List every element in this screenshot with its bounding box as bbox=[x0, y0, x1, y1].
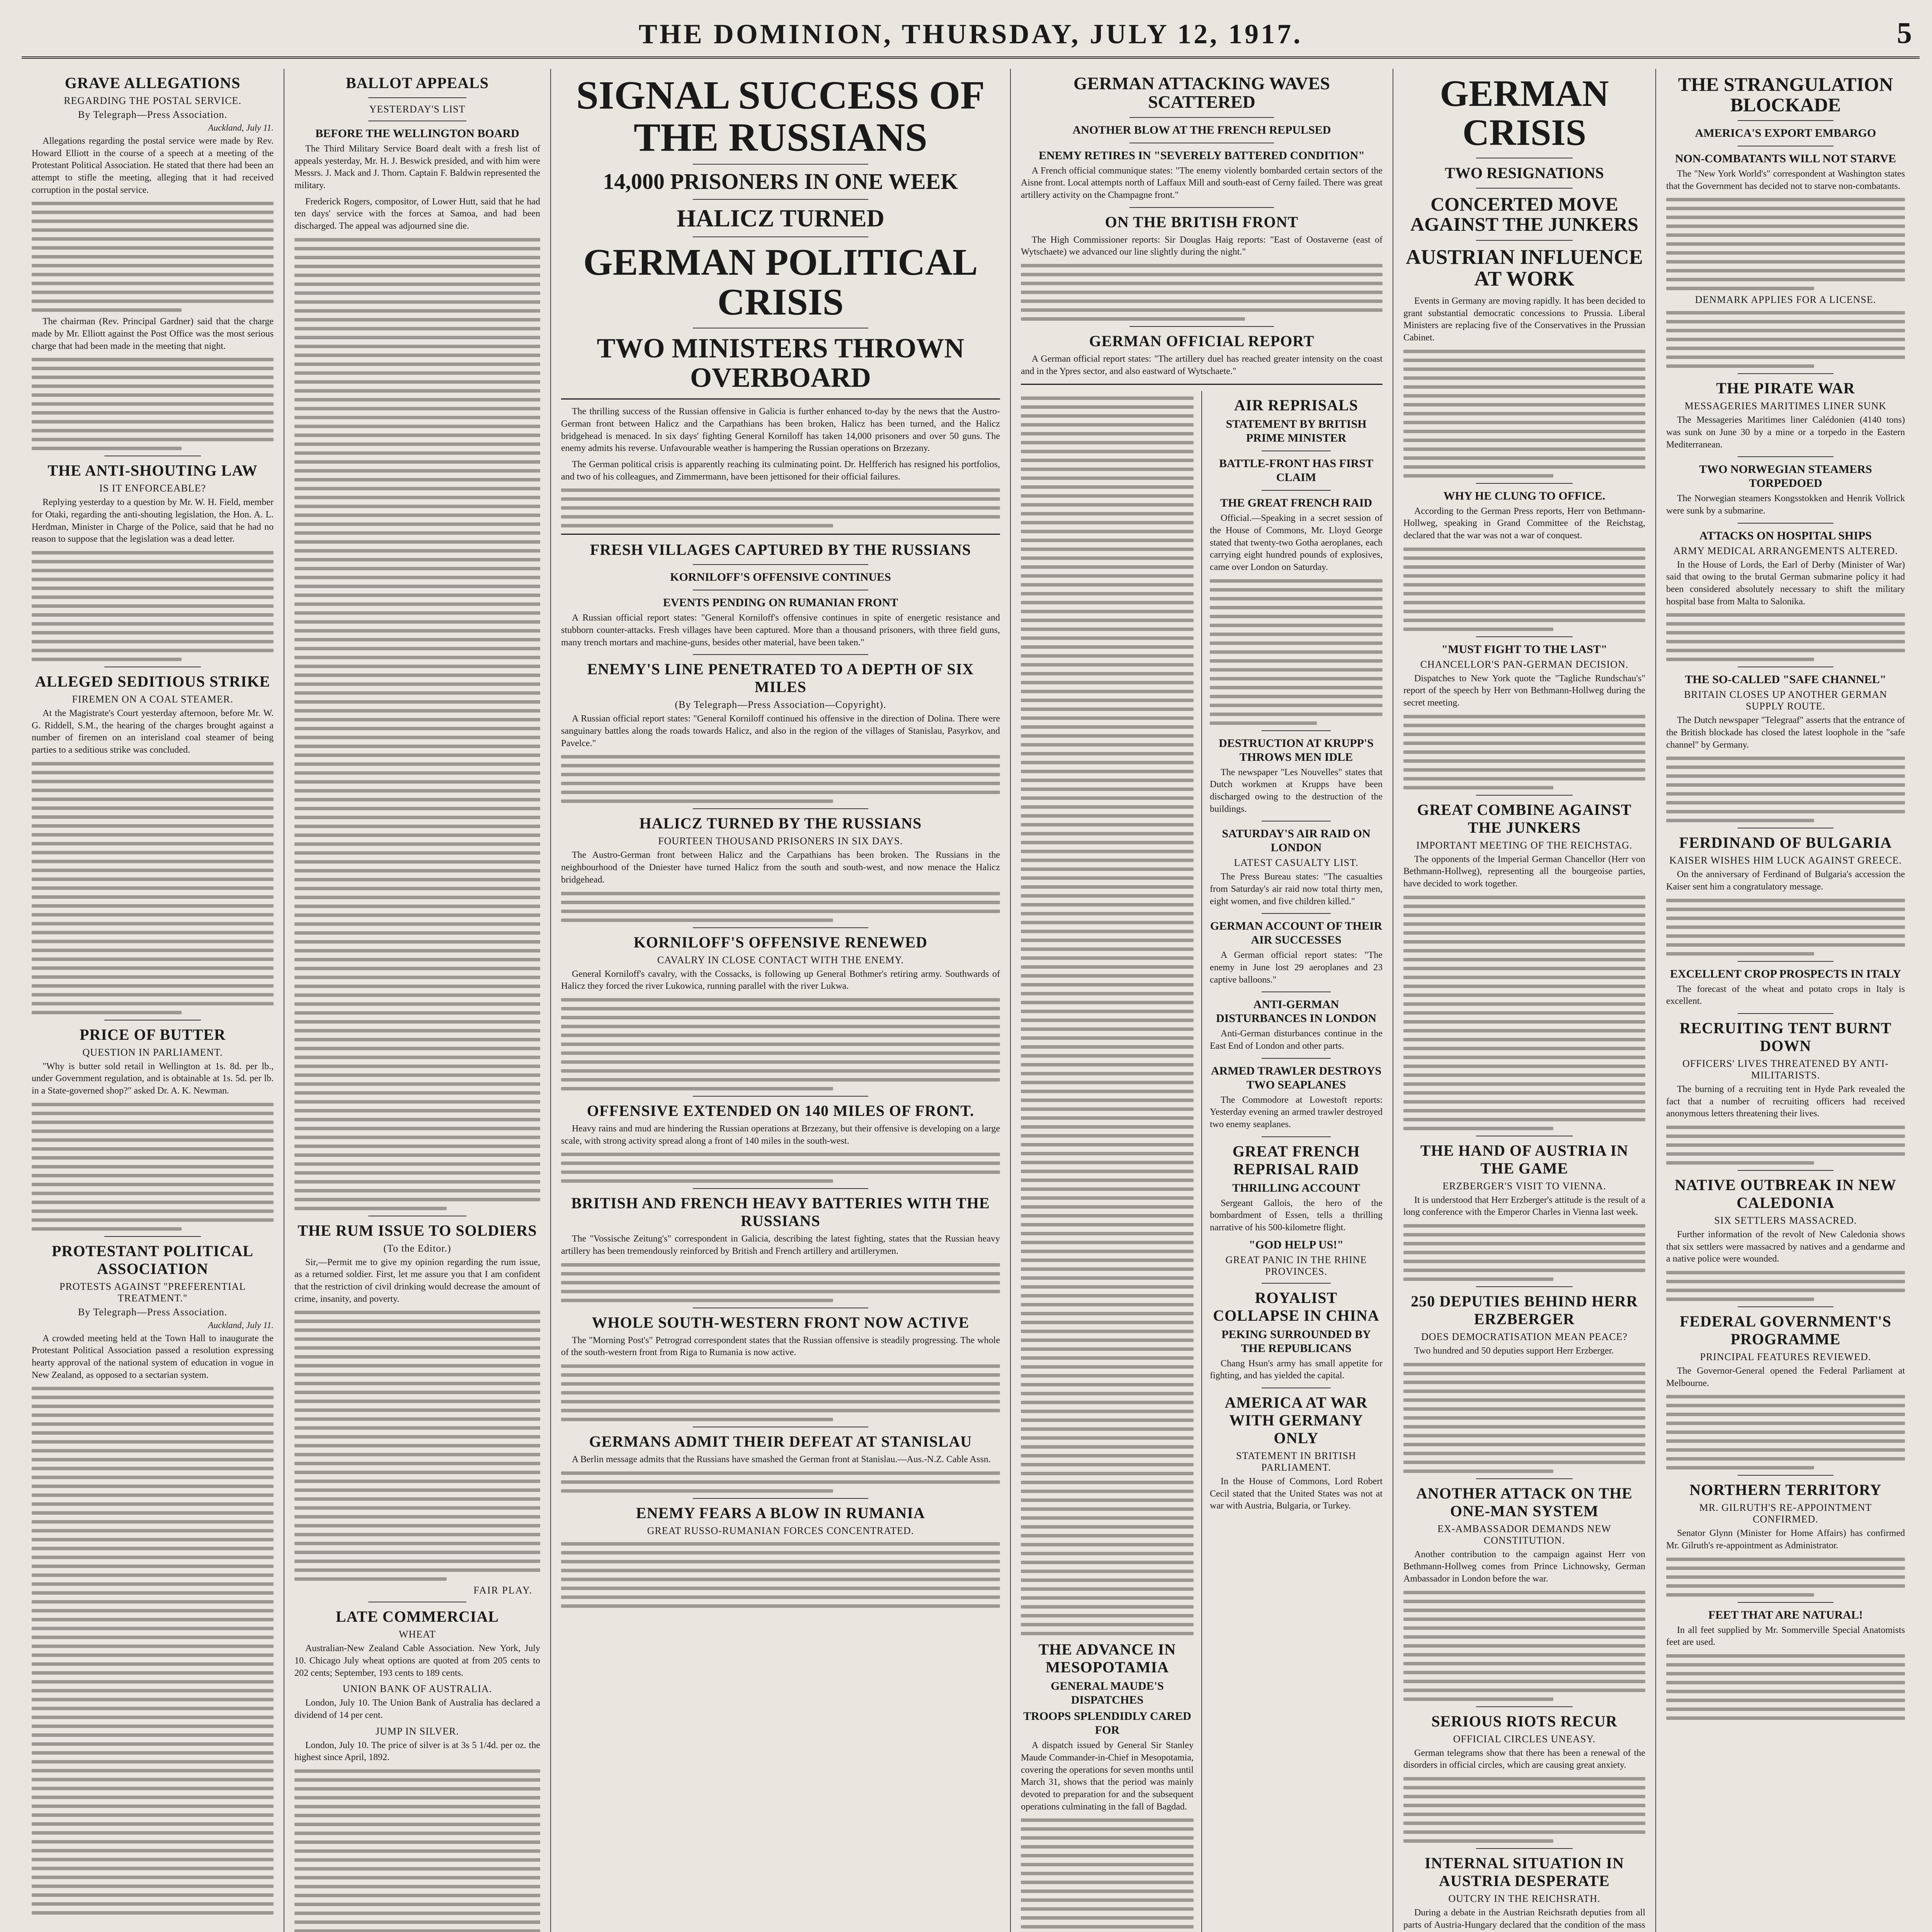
article-body: It is understood that Herr Erzberger's attitude is the result of a long conference with the Emperor Charles in Vienna last week. bbox=[1403, 1195, 1645, 1218]
page-number: 5 bbox=[1897, 16, 1912, 49]
article-subheading: THRILLING ACCOUNT bbox=[1232, 1181, 1360, 1194]
article-body: A German official report states: "The enemy in June lost 29 aeroplanes and 23 captive balloons." bbox=[1210, 950, 1383, 985]
section-subheadline: AUSTRIAN INFLUENCE AT WORK bbox=[1406, 245, 1643, 291]
article-subheading: ANOTHER BLOW AT THE FRENCH REPULSED bbox=[1072, 123, 1331, 136]
article-subheading: TROOPS SPLENDIDLY CARED FOR bbox=[1023, 1710, 1191, 1737]
column-1 bbox=[22, 69, 284, 1932]
article-heading: THE ADVANCE IN MESOPOTAMIA bbox=[1038, 1641, 1176, 1676]
article-text-block bbox=[1666, 757, 1905, 822]
article-body: Sir,—Permit me to give my opinion regarding the rum issue, as a returned soldier. First, let me assure you that I am confident that the restriction of civil drinking would decrease the amount of crime, insanity, and poverty. bbox=[294, 1257, 540, 1304]
article-text-block bbox=[32, 551, 274, 661]
article-subheading: PRINCIPAL FEATURES REVIEWED. bbox=[1700, 1351, 1871, 1363]
article-heading: ROYALIST COLLAPSE IN CHINA bbox=[1213, 1289, 1379, 1324]
article-heading: OFFENSIVE EXTENDED ON 140 MILES OF FRONT. bbox=[587, 1102, 975, 1119]
article-subheading: REGARDING THE POSTAL SERVICE. bbox=[64, 95, 242, 106]
article-body: The Governor-General opened the Federal Parliament at Melbourne. bbox=[1666, 1366, 1905, 1388]
article-subheading: IS IT ENFORCEABLE? bbox=[99, 483, 206, 494]
article-text-block bbox=[294, 1769, 540, 1932]
section-headline: THE STRANGULATION BLOCKADE bbox=[1678, 73, 1893, 116]
article-subheading: PROTESTS AGAINST "PREFERENTIAL TREATMENT." bbox=[59, 1281, 246, 1304]
article-body: According to the German Press reports, Herr von Bethmann-Hollweg, speaking in Grand Committee of the Reichstag, declared that the war was not a war of conquest. bbox=[1403, 506, 1645, 541]
article-heading: THE PIRATE WAR bbox=[1716, 379, 1855, 397]
article-subheading: GREAT RUSSO-RUMANIAN FORCES CONCENTRATED. bbox=[647, 1525, 914, 1536]
article-subheading: "MUST FIGHT TO THE LAST" bbox=[1441, 643, 1607, 656]
article-text-block bbox=[32, 1103, 274, 1231]
article-heading: KORNILOFF'S OFFENSIVE RENEWED bbox=[633, 933, 928, 951]
article-heading: GERMAN OFFICIAL REPORT bbox=[1089, 332, 1315, 350]
article-body: The burning of a recruiting tent in Hyde Park revealed the fact that a number of recruiting officers had received anonymous letters threatening their lives. bbox=[1666, 1084, 1905, 1119]
article-text-block bbox=[1666, 613, 1905, 661]
article-subheading: CAVALRY IN CLOSE CONTACT WITH THE ENEMY. bbox=[657, 954, 904, 966]
column-3 bbox=[551, 69, 1011, 1932]
article-body: Dispatches to New York quote the "Tagliche Rundschau's" report of the speech by Herr von Bethmann-Hollweg during the secret meeting. bbox=[1403, 673, 1645, 708]
article-subheading: OFFICERS' LIVES THREATENED BY ANTI-MILITARISTS. bbox=[1682, 1058, 1889, 1081]
article-subheading: THE SO-CALLED "SAFE CHANNEL" bbox=[1685, 673, 1886, 686]
article-subheading: ERZBERGER'S VISIT TO VIENNA. bbox=[1442, 1180, 1606, 1192]
article-heading: ALLEGED SEDITIOUS STRIKE bbox=[35, 673, 270, 690]
article-subheading: THE GREAT FRENCH RAID bbox=[1220, 497, 1372, 510]
article-heading: PRICE OF BUTTER bbox=[79, 1026, 226, 1043]
main-subheadline: 14,000 PRISONERS IN ONE WEEK bbox=[603, 169, 958, 194]
article-body: The Commodore at Lowestoft reports: Yesterday evening an armed trawler destroyed two enemy seaplanes. bbox=[1210, 1095, 1383, 1130]
article-heading: 250 DEPUTIES BEHIND HERR ERZBERGER bbox=[1411, 1293, 1638, 1328]
main-subheadline: TWO MINISTERS THROWN OVERBOARD bbox=[597, 333, 964, 393]
article-text-block bbox=[1403, 350, 1645, 478]
column-6 bbox=[1656, 69, 1915, 1932]
article-subheading: WHEAT bbox=[399, 1629, 436, 1640]
article-subheading: AMERICA'S EXPORT EMBARGO bbox=[1695, 127, 1876, 139]
article-body: The "New York World's" correspondent at Washington states that the Government has decided not to starve non-combatants. bbox=[1666, 169, 1905, 191]
article-text-block bbox=[561, 1263, 1000, 1302]
article-body: The Austro-German front between Halicz and the Carpathians has been broken. The Russians in the neighbourhood of the Dniester have turned Halicz from the south and south-west, and now menace the Halicz bridgehead. bbox=[561, 850, 1000, 885]
article-subheading: GENERAL MAUDE'S DISPATCHES bbox=[1051, 1680, 1164, 1707]
col4-right bbox=[1201, 391, 1383, 1932]
article-text-block bbox=[1666, 311, 1905, 368]
article-body: London, July 10. The price of silver is at 3s 5 1/4d. per oz. the highest since April, 1892. bbox=[294, 1740, 540, 1763]
article-text-block bbox=[32, 762, 274, 1014]
article-text-block bbox=[1021, 264, 1383, 321]
article-subheading: BRITAIN CLOSES UP ANOTHER GERMAN SUPPLY ROUTE. bbox=[1684, 689, 1887, 712]
article-subheading: GREAT PANIC IN THE RHINE PROVINCES. bbox=[1225, 1254, 1367, 1277]
article-body: A dispatch issued by General Sir Stanley Maude Commander-in-Chief in Mesopotamia, covering the operations for seven months until March 31, shows that the period was mainly devoted to preparation for and the subsequent operations culminating in the fall of Bagdad. bbox=[1021, 1740, 1194, 1812]
article-heading: AMERICA AT WAR WITH GERMANY ONLY bbox=[1225, 1394, 1368, 1447]
article-subheading: GERMAN ACCOUNT OF THEIR AIR SUCCESSES bbox=[1210, 920, 1383, 947]
article-text-block bbox=[561, 755, 1000, 803]
article-subheading: PEKING SURROUNDED BY THE REPUBLICANS bbox=[1221, 1328, 1371, 1355]
article-heading: BALLOT APPEALS bbox=[345, 74, 489, 92]
article-text-block bbox=[294, 238, 540, 1210]
article-body: General Korniloff's cavalry, with the Cossacks, is following up General Bothmer's retiring army. Southwards of Halicz they forced the river Lukowica, running parallel with the river Lukwa. bbox=[561, 969, 1000, 992]
article-source: By Telegraph—Press Association. bbox=[78, 1306, 228, 1318]
article-heading: GERMANS ADMIT THEIR DEFEAT AT STANISLAU bbox=[589, 1432, 972, 1450]
article-subheading: OFFICIAL CIRCLES UNEASY. bbox=[1453, 1733, 1596, 1745]
article-heading: INTERNAL SITUATION IN AUSTRIA DESPERATE bbox=[1425, 1854, 1624, 1890]
article-body: A French official communique states: "The enemy violently bombarded certain sectors of the Aisne front. Local attempts north of Laffaux Mill and south-east of Cerny failed. There was great artillery activity on the Champagne front." bbox=[1021, 165, 1383, 200]
article-heading: ON THE BRITISH FRONT bbox=[1105, 213, 1299, 231]
article-body: A German official report states: "The artillery duel has reached greater intensity on the coast and in the Ypres sector, and also eastward of Wytschaete." bbox=[1021, 354, 1383, 376]
article-body: Events in Germany are moving rapidly. It has been decided to grant substantial democratic concessions to Prussia. Liberal Ministers are replacing five of the Conservatives in the Prussian Cabinet. bbox=[1403, 296, 1645, 343]
article-text-block bbox=[32, 202, 274, 312]
article-source: (By Telegraph—Press Association—Copyright). bbox=[675, 699, 886, 711]
article-heading: ENEMY FEARS A BLOW IN RUMANIA bbox=[636, 1504, 925, 1522]
article-subheading: EXCELLENT CROP PROSPECTS IN ITALY bbox=[1670, 967, 1901, 980]
article-subheading: MR. GILRUTH'S RE-APPOINTMENT CONFIRMED. bbox=[1699, 1502, 1872, 1525]
article-heading: ENEMY'S LINE PENETRATED TO A DEPTH OF SIX MILES bbox=[587, 660, 974, 696]
article-subheading: TWO RESIGNATIONS bbox=[1445, 164, 1604, 182]
article-text-block bbox=[561, 892, 1000, 922]
article-text-block bbox=[561, 998, 1000, 1090]
article-subheading: FOURTEEN THOUSAND PRISONERS IN SIX DAYS. bbox=[658, 835, 903, 847]
article-heading: PROTESTANT POLITICAL ASSOCIATION bbox=[52, 1242, 253, 1277]
article-text-block bbox=[1021, 1818, 1194, 1932]
article-text-block bbox=[1403, 1224, 1645, 1281]
article-subheading: DOES DEMOCRATISATION MEAN PEACE? bbox=[1421, 1331, 1628, 1343]
article-text-block bbox=[1666, 1126, 1905, 1165]
article-heading: THE ANTI-SHOUTING LAW bbox=[48, 462, 258, 480]
article-heading: NORTHERN TERRITORY bbox=[1689, 1481, 1882, 1499]
article-heading: THE HAND OF AUSTRIA IN THE GAME bbox=[1420, 1141, 1629, 1177]
article-heading: FERDINAND OF BULGARIA bbox=[1679, 834, 1892, 852]
article-text-block bbox=[561, 1471, 1000, 1493]
article-text-block bbox=[1666, 1558, 1905, 1597]
col4-split bbox=[1021, 391, 1383, 1932]
article-body: Two hundred and 50 deputies support Herr Erzberger. bbox=[1414, 1346, 1614, 1356]
article-body: The Third Military Service Board dealt with a fresh list of appeals yesterday, Mr. H. J. Beswick presided, and with him were Messrs. J. Mack and J. Thorn. Captain F. Baldwin represented the military. bbox=[294, 144, 540, 191]
article-text-block bbox=[1666, 198, 1905, 290]
article-subheading: QUESTION IN PARLIAMENT. bbox=[82, 1046, 223, 1058]
section-subheadline: CONCERTED MOVE AGAINST THE JUNKERS bbox=[1410, 193, 1638, 235]
article-text-block bbox=[1210, 579, 1383, 725]
article-body: Replying yesterday to a question by Mr. W. H. Field, member for Otaki, regarding the anti-shouting legislation, the Hon. A. L. Herdman, Minister in Charge of the Police, said that he had no reason to suppose that the legislation was a dead letter. bbox=[32, 497, 274, 544]
article-body: German telegrams show that there has been a renewal of the disorders in official circles, which are causing great anxiety. bbox=[1403, 1748, 1645, 1770]
article-body: "Why is butter sold retail in Wellington at 1s. 8d. per lb., under Government regulation, and is obtainable at 1s. 5d. per lb. in a State-governed shop?" asked Dr. A. K. Newman. bbox=[32, 1061, 274, 1096]
article-subheading: FIREMEN ON A COAL STEAMER. bbox=[72, 694, 233, 705]
article-body: The Press Bureau states: "The casualties from Saturday's air raid now total thirty men, eight women, and five children killed." bbox=[1210, 872, 1383, 906]
article-subheading: CHANCELLOR'S PAN-GERMAN DECISION. bbox=[1420, 658, 1629, 670]
article-body: London, July 10. The Union Bank of Australia has declared a dividend of 14 per cent. bbox=[294, 1698, 540, 1721]
dateline: Auckland, July 11. bbox=[208, 123, 274, 133]
article-text-block bbox=[1403, 548, 1645, 631]
lead-paragraph: The thrilling success of the Russian offensive in Galicia is further enhanced to-day by the news that the Austro-German front between Halicz and the Carpathians has been broken, Halicz has been turned, and the Halicz bridgehead is menaced. In six days' fighting General Korniloff has taken 14,000 prisoners and over 50 guns. The enemy admits his reverse. Unfavourable weather is hampering the Russian operations on Brzezany. bbox=[561, 406, 1000, 454]
article-body: Allegations regarding the postal service were made by Rev. Howard Elliott in the course of a speech at a meeting of the Protestant Political Association. He stated that there had been an attempt to stifle the meeting, alleging that it had received corruption in the postal service. bbox=[32, 136, 274, 195]
article-heading: GRAVE ALLEGATIONS bbox=[65, 74, 241, 92]
main-subheadline: GERMAN POLITICAL CRISIS bbox=[583, 242, 978, 323]
article-subheading: STATEMENT BY BRITISH PRIME MINISTER bbox=[1226, 418, 1367, 445]
article-body: Sergeant Gallois, the hero of the bombardment of Essen, tells a thrilling narrative of his 500-kilometre flight. bbox=[1210, 1198, 1383, 1233]
article-heading: WHOLE SOUTH-WESTERN FRONT NOW ACTIVE bbox=[592, 1313, 969, 1331]
article-heading: FRESH VILLAGES CAPTURED BY THE RUSSIANS bbox=[590, 541, 971, 559]
article-subheading: JUMP IN SILVER. bbox=[375, 1725, 459, 1737]
article-subheading: ENEMY RETIRES IN "SEVERELY BATTERED CONDITION" bbox=[1039, 149, 1365, 162]
article-source: By Telegraph—Press Association. bbox=[78, 109, 228, 120]
article-subheading: NON-COMBATANTS WILL NOT STARVE bbox=[1675, 152, 1896, 165]
article-body: Heavy rains and mud are hindering the Russian operations at Brzezany, but their offensive is developing on a large scale, with strong activity spread along a front of 140 miles in the south-west. bbox=[561, 1123, 1000, 1146]
article-body: In the House of Lords, the Earl of Derby (Minister of War) said that owing to the brutal German submarine policy it had been considered absolutely necessary to shift the military hospital base from Malta to Salonika. bbox=[1666, 560, 1905, 607]
article-heading: HALICZ TURNED BY THE RUSSIANS bbox=[639, 815, 922, 832]
article-subheading: UNION BANK OF AUSTRALIA. bbox=[342, 1683, 492, 1695]
article-text-block bbox=[1666, 899, 1905, 956]
article-body: Official.—Speaking in a secret session of the House of Commons, Mr. Lloyd George stated that twenty-two Gotha aeroplanes, each carrying eight hundred pounds of explosives, came over London on Saturday. bbox=[1210, 513, 1383, 572]
article-subheading: EVENTS PENDING ON RUMANIAN FRONT bbox=[663, 596, 898, 609]
article-subheading: YESTERDAY'S LIST bbox=[369, 104, 466, 115]
article-subheading: "GOD HELP US!" bbox=[1248, 1238, 1344, 1251]
article-body: The "Morning Post's" Petrograd correspondent states that the Russian offensive is steadily progressing. The whole of the south-western front from Riga to Rumania is now active. bbox=[561, 1335, 1000, 1358]
article-heading: BRITISH AND FRENCH HEAVY BATTERIES WITH THE RUSSIANS bbox=[571, 1194, 990, 1230]
article-body: During a debate in the Austrian Reichsrath deputies from all parts of Austria-Hungary declared that the condition of the mass bbox=[1403, 1908, 1645, 1930]
columns bbox=[22, 69, 1920, 1932]
main-subheadline: HALICZ TURNED bbox=[677, 204, 884, 232]
article-body: A crowded meeting held at the Town Hall to inaugurate the Protestant Political Association passed a resolution expressing hearty approval of the national system of education in vogue in New Zealand, as opposed to a sectarian system. bbox=[32, 1333, 274, 1380]
article-body: Another contribution to the campaign against Herr von Bethmann-Hollweg comes from Prince Lichnowsky, German Ambassador in London before the war. bbox=[1403, 1549, 1645, 1584]
article-heading: FEDERAL GOVERNMENT'S PROGRAMME bbox=[1680, 1313, 1891, 1348]
article-text-block bbox=[1403, 1363, 1645, 1473]
article-text-block bbox=[1403, 896, 1645, 1130]
article-heading: NATIVE OUTBREAK IN NEW CALEDONIA bbox=[1675, 1176, 1896, 1212]
section-headline: GERMAN ATTACKING WAVES SCATTERED bbox=[1073, 73, 1330, 112]
main-headline: SIGNAL SUCCESS OF THE RUSSIANS bbox=[576, 73, 985, 160]
article-heading: RECRUITING TENT BURNT DOWN bbox=[1679, 1019, 1892, 1055]
article-subheading: FEET THAT ARE NATURAL! bbox=[1708, 1608, 1863, 1621]
masthead-title: THE DOMINION, THURSDAY, JULY 12, 1917. bbox=[638, 19, 1303, 49]
article-subheading: LATEST CASUALTY LIST. bbox=[1234, 857, 1359, 869]
article-body: The Norwegian steamers Kongsstokken and Henrik Vollrick were sunk by a submarine. bbox=[1666, 493, 1905, 516]
article-body: The chairman (Rev. Principal Gardner) said that the charge made by Mr. Elliott against the Post Office was the most serious charge that had been made in the meeting that night. bbox=[32, 316, 274, 351]
article-body: Australian-New Zealand Cable Association. New York, July 10. Chicago July wheat options are quoted at from 205 cents to 202 cents; September, 193 cents to 189 cents. bbox=[294, 1643, 540, 1678]
article-heading: LATE COMMERCIAL bbox=[335, 1608, 499, 1626]
article-heading: SERIOUS RIOTS RECUR bbox=[1431, 1712, 1617, 1730]
article-subheading: ATTACKS ON HOSPITAL SHIPS bbox=[1699, 529, 1872, 542]
article-text-block bbox=[1666, 1395, 1905, 1469]
column-2 bbox=[284, 69, 551, 1932]
article-text-block bbox=[1666, 1271, 1905, 1301]
article-subheading: SATURDAY'S AIR RAID ON LONDON bbox=[1222, 827, 1371, 854]
masthead bbox=[22, 15, 1920, 59]
article-heading: AIR REPRISALS bbox=[1234, 396, 1358, 414]
article-body: In all feet supplied by Mr. Sommerville Special Anatomists feet are used. bbox=[1666, 1625, 1905, 1648]
article-body: Senator Glynn (Minister for Home Affairs) has confirmed Mr. Gilruth's re-appointment as Administrator. bbox=[1666, 1528, 1905, 1551]
article-heading: THE RUM ISSUE TO SOLDIERS bbox=[298, 1221, 537, 1239]
column-4 bbox=[1011, 69, 1393, 1932]
article-subheading: WHY HE CLUNG TO OFFICE. bbox=[1443, 489, 1605, 502]
article-text-block bbox=[561, 1542, 1000, 1608]
article-subheading: TWO NORWEGIAN STEAMERS TORPEDOED bbox=[1699, 463, 1872, 490]
article-subheading: EX-AMBASSADOR DEMANDS NEW CONSTITUTION. bbox=[1437, 1523, 1611, 1546]
article-body: At the Magistrate's Court yesterday afternoon, before Mr. W. G. Riddell, S.M., the hearing of the charges brought against a number of firemen on an interisland coal steamer of being parties to a seditious strike was concluded. bbox=[32, 708, 274, 755]
article-subheading: STATEMENT IN BRITISH PARLIAMENT. bbox=[1236, 1450, 1356, 1473]
article-subheading: ANTI-GERMAN DISTURBANCES IN LONDON bbox=[1216, 998, 1377, 1025]
article-text-block bbox=[1403, 715, 1645, 789]
article-text-block bbox=[32, 358, 274, 450]
article-subheading: DESTRUCTION AT KRUPP'S THROWS MEN IDLE bbox=[1219, 736, 1374, 764]
article-body: In the House of Commons, Lord Robert Cecil stated that the United States was not at war with Austria, Bulgaria, or Turkey. bbox=[1210, 1476, 1383, 1511]
article-body: The forecast of the wheat and potato crops in Italy is excellent. bbox=[1666, 984, 1905, 1007]
article-subheading: ARMED TRAWLER DESTROYS TWO SEAPLANES bbox=[1211, 1064, 1382, 1091]
article-subheading: MESSAGERIES MARITIMES LINER SUNK bbox=[1684, 400, 1887, 412]
article-text-block bbox=[294, 1311, 540, 1581]
article-subheading: BATTLE-FRONT HAS FIRST CLAIM bbox=[1219, 457, 1373, 484]
article-body: The newspaper "Les Nouvelles" states that Dutch workmen at Krupps have been discharged owing to the destruction of the buildings. bbox=[1210, 767, 1383, 814]
section-headline: GERMAN CRISIS bbox=[1440, 73, 1609, 153]
article-body: Anti-German disturbances continue in the East End of London and other parts. bbox=[1210, 1029, 1383, 1051]
article-text-block bbox=[32, 1387, 274, 1915]
dateline: Auckland, July 11. bbox=[208, 1320, 274, 1330]
article-subheading: ARMY MEDICAL ARRANGEMENTS ALTERED. bbox=[1673, 545, 1898, 556]
article-body: A Russian official report states: "General Korniloff continued his offensive in the direction of Dolina. There were sanguinary battles along the roads towards Halicz, and also in the region of the villages of Stanislau, Pasyrkov, and Pavelce." bbox=[561, 714, 1000, 748]
article-subheading: IMPORTANT MEETING OF THE REICHSTAG. bbox=[1416, 839, 1633, 851]
article-text-block bbox=[1021, 396, 1194, 1635]
article-subheading: KAISER WISHES HIM LUCK AGAINST GREECE. bbox=[1669, 855, 1902, 866]
article-body: A Russian official report states: "General Korniloff's offensive continues in spite of energetic resistance and stubborn counter-attacks. Fresh villages have been captured. More than a thousand prisoners, with three field guns, many trench mortars and machine-guns, besides other material, have been taken." bbox=[561, 613, 1000, 648]
article-text-block bbox=[1403, 1591, 1645, 1701]
article-text-block bbox=[561, 1153, 1000, 1183]
article-body: The Dutch newspaper "Telegraaf" asserts that the entrance of the British blockade has closed the latest loophole in the "safe channel" by Germany. bbox=[1666, 715, 1905, 750]
article-body: Further information of the revolt of New Caledonia shows that six settlers were massacred by natives and a gendarme and a native police were wounded. bbox=[1666, 1230, 1905, 1264]
article-body: The opponents of the Imperial German Chancellor (Herr von Bethmann-Hollweg), representing all the bourgeoise parties, have decided to work together. bbox=[1403, 854, 1645, 889]
article-body: On the anniversary of Ferdinand of Bulgaria's accession the Kaiser sent him a congratulatory message. bbox=[1666, 869, 1905, 892]
article-subheading: KORNILOFF'S OFFENSIVE CONTINUES bbox=[670, 571, 891, 584]
article-body: The "Vossische Zeitung's" correspondent in Galicia, describing the latest fighting, states that the Russian heavy artillery has been tremendously reinforced by British and French artillery and artillerymen. bbox=[561, 1234, 1000, 1256]
article-subheading: BEFORE THE WELLINGTON BOARD bbox=[315, 127, 519, 140]
column-5 bbox=[1393, 69, 1656, 1932]
article-body: The Messageries Maritimes liner Calédonien (4140 tons) was sunk on June 30 by a mine or a torpedo in the Eastern Mediterranean. bbox=[1666, 415, 1905, 450]
article-subheading: DENMARK APPLIES FOR A LICENSE. bbox=[1695, 294, 1876, 306]
article-heading: GREAT COMBINE AGAINST THE JUNKERS bbox=[1417, 801, 1632, 836]
article-body: Chang Hsun's army has small appetite for fighting, and has yielded the capital. bbox=[1210, 1358, 1383, 1381]
article-subheading: SIX SETTLERS MASSACRED. bbox=[1714, 1215, 1857, 1226]
article-subheading: (To the Editor.) bbox=[383, 1242, 451, 1254]
article-text-block bbox=[1403, 1777, 1645, 1843]
letter-signature: FAIR PLAY. bbox=[473, 1585, 532, 1596]
col4-left bbox=[1021, 391, 1194, 1932]
article-subheading: OUTCRY IN THE REICHSRATH. bbox=[1448, 1893, 1600, 1905]
article-body: The High Commissioner reports: Sir Douglas Haig reports: "East of Oostaverne (east of Wytschaete) we advanced our line slightly during the night." bbox=[1021, 235, 1383, 257]
article-body: Frederick Rogers, compositor, of Lower Hutt, said that he had ten days' service with the forces at Samoa, and had been discharged. The appeal was adjourned sine die. bbox=[294, 196, 540, 231]
article-text-block bbox=[561, 1364, 1000, 1421]
article-heading: GREAT FRENCH REPRISAL RAID bbox=[1232, 1142, 1360, 1178]
article-text-block bbox=[1666, 1654, 1905, 1720]
article-body: A Berlin message admits that the Russians have smashed the German front at Stanislau.—Aus.-N.Z. Cable Assn. bbox=[572, 1454, 991, 1464]
lead-paragraph: The German political crisis is apparently reaching its culminating point. Dr. Helfferich has resigned his portfolios, and two of his colleagues, and Zimmermann, have been jettisoned for their official failures. bbox=[561, 459, 1000, 482]
article-text-block bbox=[561, 488, 1000, 527]
article-heading: ANOTHER ATTACK ON THE ONE-MAN SYSTEM bbox=[1416, 1484, 1633, 1520]
